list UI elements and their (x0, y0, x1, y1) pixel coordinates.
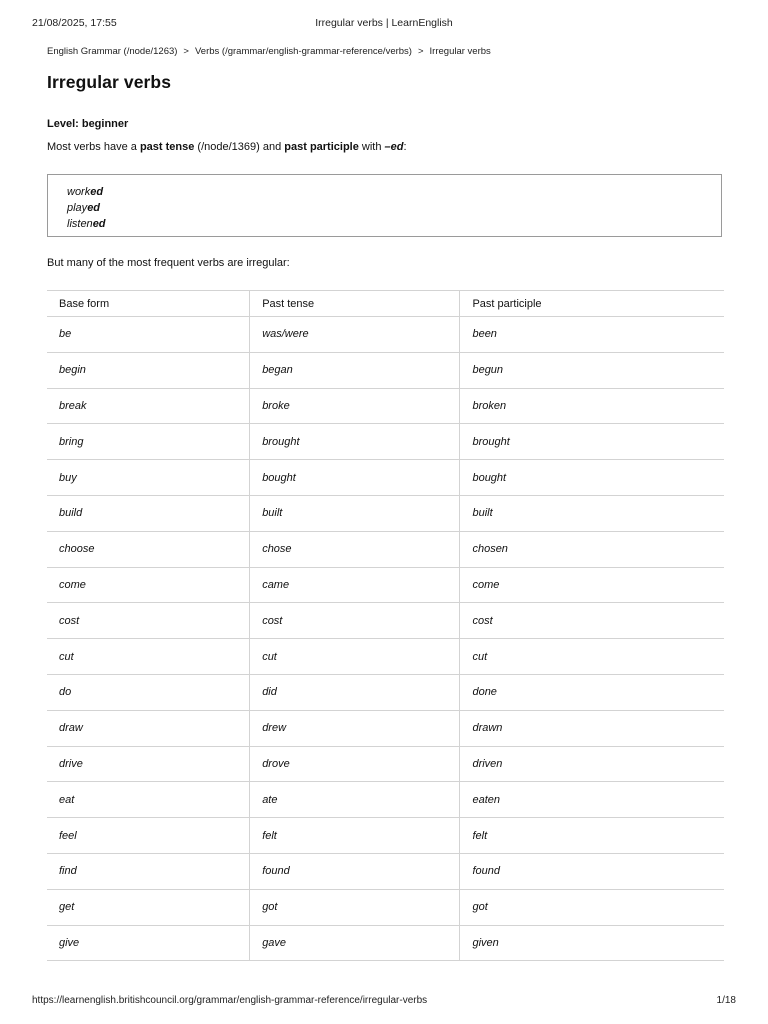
breadcrumb (47, 46, 491, 57)
base-form-cell: eat (47, 782, 250, 818)
past-tense-cell: bought (250, 460, 460, 496)
base-form-cell: be (47, 317, 250, 353)
base-form-cell: drive (47, 746, 250, 782)
table-row (47, 352, 724, 388)
table-row (47, 317, 724, 353)
table-row (47, 388, 724, 424)
past-tense-cell: began (250, 352, 460, 388)
base-form-cell: come (47, 567, 250, 603)
past-participle-cell: eaten (460, 782, 724, 818)
past-tense-cell: found (250, 853, 460, 889)
base-form-cell: cost (47, 603, 250, 639)
level-label: Level: beginner (47, 118, 129, 130)
base-form-cell: choose (47, 531, 250, 567)
example-stem: listen (67, 218, 93, 230)
past-participle-cell: drawn (460, 710, 724, 746)
table-row (47, 531, 724, 567)
page-number: 1/18 (716, 995, 736, 1006)
past-tense-cell: brought (250, 424, 460, 460)
table-row (47, 495, 724, 531)
breadcrumb-english-grammar[interactable]: English Grammar (/node/1263) (47, 46, 178, 57)
past-tense-cell: cut (250, 639, 460, 675)
past-participle-cell: come (460, 567, 724, 603)
past-participle-cell: built (460, 495, 724, 531)
base-form-cell: bring (47, 424, 250, 460)
past-participle-term: past participle (284, 141, 359, 153)
past-participle-cell: given (460, 925, 724, 961)
past-tense-cell: did (250, 674, 460, 710)
table-row (47, 674, 724, 710)
base-form-cell: find (47, 853, 250, 889)
table-row (47, 603, 724, 639)
example-item (67, 216, 721, 232)
breadcrumb-current: Irregular verbs (429, 46, 491, 57)
past-tense-cell: drove (250, 746, 460, 782)
irregular-verbs-table (47, 290, 724, 961)
print-datetime: 21/08/2025, 17:55 (32, 17, 117, 29)
ed-suffix: –ed (384, 141, 404, 153)
example-stem: play (67, 202, 88, 214)
past-tense-link[interactable]: past tense (139, 141, 195, 153)
past-tense-cell: came (250, 567, 460, 603)
past-tense-cell: chose (250, 531, 460, 567)
breadcrumb-verbs[interactable]: Verbs (/grammar/english-grammar-reference/verbs) (194, 46, 412, 57)
base-form-cell: buy (47, 460, 250, 496)
past-participle-cell: done (460, 674, 724, 710)
header-base-form: Base form (47, 291, 250, 317)
base-form-cell: begin (47, 352, 250, 388)
past-tense-cell: gave (250, 925, 460, 961)
past-participle-cell: found (460, 853, 724, 889)
example-ending: ed (87, 202, 101, 214)
breadcrumb-separator: > (183, 46, 189, 57)
past-tense-cell: broke (250, 388, 460, 424)
past-tense-cell: built (250, 495, 460, 531)
page-title: Irregular verbs (47, 72, 172, 92)
example-stem: work (67, 186, 91, 198)
past-tense-cell: felt (250, 818, 460, 854)
breadcrumb-separator: > (417, 46, 424, 57)
past-participle-cell: felt (460, 818, 724, 854)
base-form-cell: give (47, 925, 250, 961)
example-ending: ed (92, 218, 106, 230)
table-row (47, 424, 724, 460)
past-participle-cell: cost (460, 603, 724, 639)
table-row (47, 818, 724, 854)
past-participle-cell: bought (460, 460, 724, 496)
base-form-cell: feel (47, 818, 250, 854)
intro-with: with (358, 141, 385, 153)
table-row (47, 925, 724, 961)
example-box (47, 174, 722, 237)
table-row (47, 782, 724, 818)
past-participle-cell: been (460, 317, 724, 353)
past-tense-cell: ate (250, 782, 460, 818)
base-form-cell: cut (47, 639, 250, 675)
past-participle-cell: begun (460, 352, 724, 388)
example-item (67, 184, 721, 200)
past-tense-cell: cost (250, 603, 460, 639)
past-participle-cell: broken (460, 388, 724, 424)
intro-end: : (403, 141, 407, 153)
intro-text (47, 141, 407, 153)
past-participle-cell: got (460, 889, 724, 925)
past-participle-cell: brought (460, 424, 724, 460)
table-row (47, 889, 724, 925)
past-tense-cell: got (250, 889, 460, 925)
print-header (32, 17, 736, 31)
example-item (67, 200, 721, 216)
past-participle-cell: cut (460, 639, 724, 675)
example-ending: ed (90, 186, 104, 198)
intro-middle: (/node/1369) and (194, 141, 285, 153)
print-page-title: Irregular verbs | LearnEnglish (315, 17, 453, 29)
past-participle-cell: driven (460, 746, 724, 782)
table-row (47, 710, 724, 746)
table-row (47, 639, 724, 675)
table-row (47, 746, 724, 782)
past-tense-cell: drew (250, 710, 460, 746)
table-row (47, 567, 724, 603)
base-form-cell: get (47, 889, 250, 925)
footer-url: https://learnenglish.britishcouncil.org/grammar/english-grammar-reference/irregular-verbs (32, 995, 428, 1006)
base-form-cell: break (47, 388, 250, 424)
irregular-intro-text: But many of the most frequent verbs are irregular: (47, 257, 290, 269)
table-header-row (47, 291, 724, 317)
table-row (47, 853, 724, 889)
base-form-cell: draw (47, 710, 250, 746)
header-past-tense: Past tense (250, 291, 460, 317)
base-form-cell: build (47, 495, 250, 531)
past-participle-cell: chosen (460, 531, 724, 567)
past-tense-cell: was/were (250, 317, 460, 353)
base-form-cell: do (47, 674, 250, 710)
table-row (47, 460, 724, 496)
intro-prefix: Most verbs have a (47, 141, 140, 153)
header-past-participle: Past participle (460, 291, 724, 317)
